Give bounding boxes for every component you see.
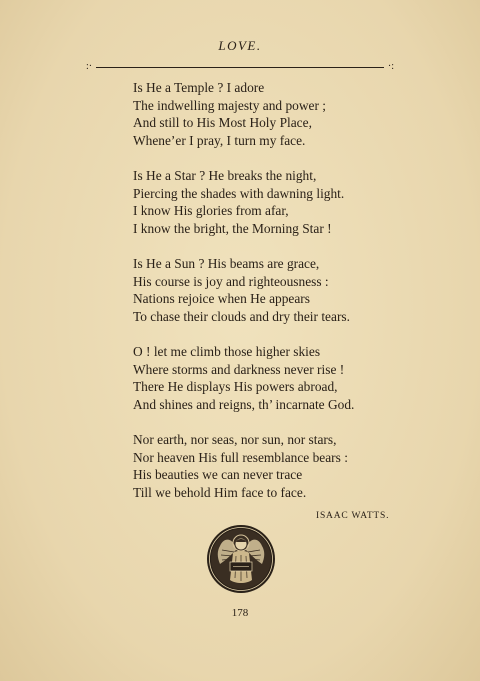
stanza-5 <box>133 431 433 501</box>
poem-line: His course is joy and righteousness : <box>133 273 329 289</box>
angel-medallion-icon <box>206 524 276 594</box>
poem-body <box>133 79 433 519</box>
rule-line <box>96 67 384 68</box>
poem-line: Nor heaven His full resemblance bears : <box>133 449 348 465</box>
poem-line: Nor earth, nor seas, nor sun, nor stars, <box>133 432 337 447</box>
poem-line: His beauties we can never trace <box>133 467 303 482</box>
rule-ornament-left-icon: :· <box>86 61 93 72</box>
poem-line: Nations rejoice when He appears <box>133 291 310 306</box>
author-attribution: ISAAC WATTS. <box>316 511 390 521</box>
poem-line: Till we behold Him face to face. <box>133 484 307 500</box>
header-rule <box>86 61 394 72</box>
poem-line: Whene’er I pray, I turn my face. <box>133 132 306 148</box>
poem-line: To chase their clouds and dry their tears. <box>133 308 350 324</box>
poem-line: I know the bright, the Morning Star ! <box>133 220 332 236</box>
poem-line: Is He a Star ? He breaks the night, <box>133 168 317 183</box>
poem-line: The indwelling majesty and power ; <box>133 97 327 113</box>
page-number: 178 <box>231 607 249 619</box>
poem-line: Piercing the shades with dawning light. <box>133 185 345 201</box>
stanza-3 <box>133 255 433 325</box>
stanza-1 <box>133 79 433 149</box>
poem-line: And shines and reigns, th’ incarnate God. <box>133 396 355 412</box>
stanza-4 <box>133 343 433 413</box>
poem-line: Is He a Temple ? I adore <box>133 80 265 95</box>
poem-line: O ! let me climb those higher skies <box>133 344 321 359</box>
poem-line: I know His glories from afar, <box>133 203 289 218</box>
page-title: LOVE. <box>218 38 262 53</box>
poem-line: And still to His Most Holy Place, <box>133 115 312 130</box>
rule-ornament-right-icon: ·: <box>387 61 394 72</box>
poem-line: Is He a Sun ? His beams are grace, <box>133 256 320 271</box>
poem-line: There He displays His powers abroad, <box>133 379 338 394</box>
stanza-2 <box>133 167 433 237</box>
poem-line: Where storms and darkness never rise ! <box>133 361 345 377</box>
